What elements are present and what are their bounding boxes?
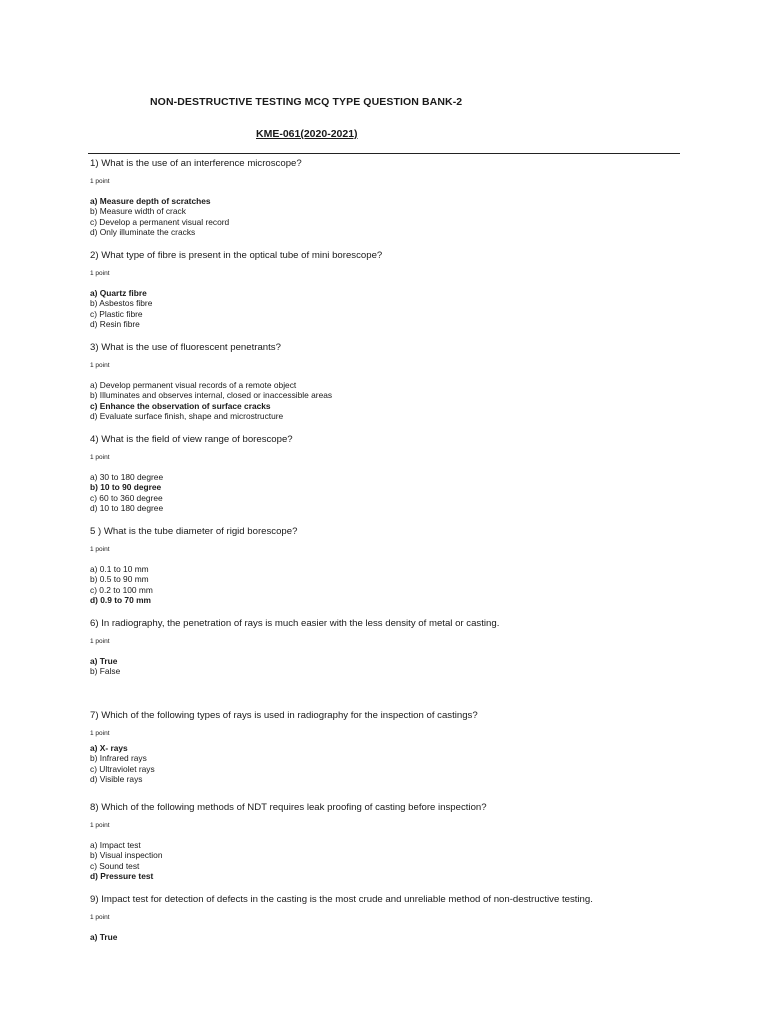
answer-option: c) Ultraviolet rays: [90, 763, 155, 774]
option-list: [90, 564, 153, 605]
correct-answer-option: b) 10 to 90 degree: [90, 482, 162, 493]
question-list: [90, 158, 690, 986]
option-list: [90, 743, 155, 784]
correct-answer-option: a) True: [90, 656, 118, 666]
question-points: 1 point: [90, 546, 110, 553]
answer-option: a) 30 to 180 degree: [90, 472, 164, 482]
question-text: 8) Which of the following methods of NDT requires leak proofing of casting before inspection?: [90, 802, 487, 813]
question-points: 1 point: [90, 270, 110, 277]
document-subtitle: KME-061(2020-2021): [256, 128, 358, 140]
question-5: [90, 526, 690, 618]
question-points: 1 point: [90, 730, 110, 737]
correct-answer-option: c) Enhance the observation of surface cracks: [90, 400, 271, 411]
answer-option: a) 0.1 to 10 mm: [90, 564, 149, 574]
question-2: [90, 250, 690, 342]
question-points: 1 point: [90, 178, 110, 185]
question-7: [90, 710, 690, 802]
answer-option: d) Visible rays: [90, 773, 143, 784]
answer-option: d) Resin fibre: [90, 318, 140, 329]
option-list: [90, 656, 120, 677]
question-text: 3) What is the use of fluorescent penetrants?: [90, 342, 281, 353]
answer-option: c) Plastic fibre: [90, 308, 143, 319]
correct-answer-option: a) Measure depth of scratches: [90, 196, 211, 206]
question-points: 1 point: [90, 454, 110, 461]
option-list: [90, 288, 152, 329]
question-text: 7) Which of the following types of rays is used in radiography for the inspection of castings?: [90, 710, 478, 721]
answer-option: b) Infrared rays: [90, 753, 147, 764]
answer-option: b) Visual inspection: [90, 850, 163, 861]
option-list: [90, 840, 162, 881]
question-4: [90, 434, 690, 526]
question-6: [90, 618, 690, 710]
option-list: [90, 932, 117, 942]
question-text: 2) What type of fibre is present in the optical tube of mini borescope?: [90, 250, 383, 261]
header-divider: [88, 153, 680, 154]
answer-option: a) Develop permanent visual records of a remote object: [90, 380, 297, 390]
question-points: 1 point: [90, 914, 110, 921]
question-points: 1 point: [90, 822, 110, 829]
answer-option: b) Illuminates and observes internal, closed or inaccessible areas: [90, 390, 333, 401]
question-text: 9) Impact test for detection of defects in the casting is the most crude and unreliable method of non-destructive testing.: [90, 894, 593, 905]
correct-answer-option: d) Pressure test: [90, 870, 154, 881]
question-8: [90, 802, 690, 894]
question-1: [90, 158, 690, 250]
answer-option: b) Measure width of crack: [90, 206, 186, 217]
correct-answer-option: d) 0.9 to 70 mm: [90, 594, 151, 605]
document-title: NON-DESTRUCTIVE TESTING MCQ TYPE QUESTION BANK-2: [150, 96, 463, 108]
answer-option: d) Evaluate surface finish, shape and microstructure: [90, 410, 284, 421]
answer-option: d) Only illuminate the cracks: [90, 226, 196, 237]
answer-option: b) Asbestos fibre: [90, 298, 153, 309]
option-list: [90, 380, 332, 421]
answer-option: c) Develop a permanent visual record: [90, 216, 230, 227]
question-text: 5 ) What is the tube diameter of rigid borescope?: [90, 526, 298, 537]
correct-answer-option: a) Quartz fibre: [90, 288, 147, 298]
question-points: 1 point: [90, 638, 110, 645]
answer-option: a) Impact test: [90, 840, 141, 850]
option-list: [90, 472, 163, 513]
question-text: 6) In radiography, the penetration of rays is much easier with the less density of metal or casting.: [90, 618, 500, 629]
question-points: 1 point: [90, 362, 110, 369]
question-3: [90, 342, 690, 434]
question-text: 4) What is the field of view range of borescope?: [90, 434, 293, 445]
answer-option: c) 60 to 360 degree: [90, 492, 163, 503]
question-9: [90, 894, 690, 986]
answer-option: b) 0.5 to 90 mm: [90, 574, 149, 585]
answer-option: d) 10 to 180 degree: [90, 502, 164, 513]
answer-option: c) Sound test: [90, 860, 140, 871]
correct-answer-option: a) True: [90, 932, 118, 942]
question-text: 1) What is the use of an interference microscope?: [90, 158, 302, 169]
answer-option: c) 0.2 to 100 mm: [90, 584, 153, 595]
correct-answer-option: a) X- rays: [90, 743, 128, 753]
option-list: [90, 196, 229, 237]
answer-option: b) False: [90, 666, 121, 677]
